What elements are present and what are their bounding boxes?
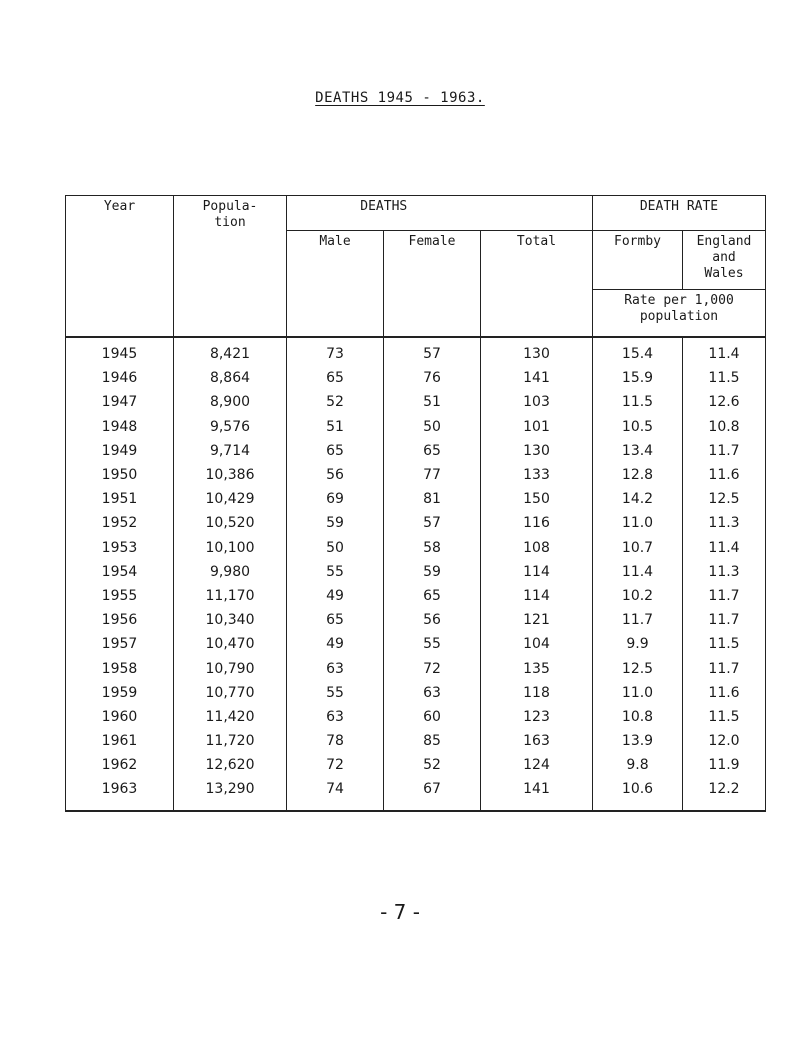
- cell-male: 55: [287, 681, 384, 705]
- cell-year: 1947: [66, 390, 174, 414]
- cell-formby: 15.9: [593, 366, 683, 390]
- table-row: [66, 753, 766, 777]
- cell-female: 56: [384, 608, 481, 632]
- cell-formby: 10.8: [593, 705, 683, 729]
- cell-population: 9,714: [174, 439, 287, 463]
- cell-population: 10,386: [174, 463, 287, 487]
- cell-male: 63: [287, 656, 384, 680]
- table-row: [66, 337, 766, 366]
- page-title-text: DEATHS 1945 - 1963.: [315, 90, 485, 106]
- cell-population: 10,429: [174, 487, 287, 511]
- header-deaths: DEATHS: [287, 196, 481, 231]
- cell-male: 74: [287, 777, 384, 810]
- cell-formby: 11.0: [593, 681, 683, 705]
- header-death-rate: DEATH RATE: [593, 196, 766, 231]
- table-row: [66, 463, 766, 487]
- table-row: [66, 366, 766, 390]
- cell-year: 1961: [66, 729, 174, 753]
- table-row: [66, 584, 766, 608]
- cell-male: 65: [287, 366, 384, 390]
- cell-year: 1951: [66, 487, 174, 511]
- header-female: Female: [384, 231, 481, 338]
- cell-population: 11,420: [174, 705, 287, 729]
- cell-population: 13,290: [174, 777, 287, 810]
- cell-formby: 11.4: [593, 560, 683, 584]
- cell-female: 52: [384, 753, 481, 777]
- table-row: [66, 608, 766, 632]
- cell-formby: 13.9: [593, 729, 683, 753]
- cell-population: 10,470: [174, 632, 287, 656]
- cell-population: 10,520: [174, 511, 287, 535]
- cell-male: 49: [287, 584, 384, 608]
- cell-total: 130: [481, 439, 593, 463]
- cell-england-wales: 11.5: [683, 366, 766, 390]
- cell-female: 65: [384, 584, 481, 608]
- cell-formby: 11.5: [593, 390, 683, 414]
- cell-formby: 10.6: [593, 777, 683, 810]
- cell-female: 58: [384, 536, 481, 560]
- cell-male: 69: [287, 487, 384, 511]
- cell-england-wales: 12.5: [683, 487, 766, 511]
- cell-england-wales: 11.4: [683, 536, 766, 560]
- cell-england-wales: 11.3: [683, 511, 766, 535]
- table-row: [66, 390, 766, 414]
- cell-year: 1953: [66, 536, 174, 560]
- cell-total: 121: [481, 608, 593, 632]
- cell-total: 108: [481, 536, 593, 560]
- cell-formby: 14.2: [593, 487, 683, 511]
- cell-population: 11,720: [174, 729, 287, 753]
- cell-year: 1963: [66, 777, 174, 810]
- table-row: [66, 511, 766, 535]
- cell-england-wales: 11.7: [683, 608, 766, 632]
- page-title: [0, 90, 800, 106]
- cell-year: 1952: [66, 511, 174, 535]
- table-row: [66, 729, 766, 753]
- cell-formby: 10.5: [593, 415, 683, 439]
- cell-year: 1946: [66, 366, 174, 390]
- cell-population: 9,576: [174, 415, 287, 439]
- cell-total: 124: [481, 753, 593, 777]
- cell-female: 60: [384, 705, 481, 729]
- cell-formby: 12.5: [593, 656, 683, 680]
- cell-total: 104: [481, 632, 593, 656]
- cell-female: 85: [384, 729, 481, 753]
- table-row: [66, 777, 766, 810]
- cell-female: 51: [384, 390, 481, 414]
- cell-total: 141: [481, 366, 593, 390]
- cell-female: 57: [384, 337, 481, 366]
- cell-england-wales: 12.2: [683, 777, 766, 810]
- table-header: [66, 196, 766, 338]
- cell-year: 1958: [66, 656, 174, 680]
- table-row: [66, 705, 766, 729]
- cell-year: 1955: [66, 584, 174, 608]
- cell-year: 1959: [66, 681, 174, 705]
- cell-female: 55: [384, 632, 481, 656]
- table-row: [66, 536, 766, 560]
- cell-total: 150: [481, 487, 593, 511]
- cell-total: 133: [481, 463, 593, 487]
- cell-female: 72: [384, 656, 481, 680]
- cell-male: 49: [287, 632, 384, 656]
- cell-england-wales: 11.6: [683, 681, 766, 705]
- cell-year: 1949: [66, 439, 174, 463]
- cell-formby: 10.7: [593, 536, 683, 560]
- cell-year: 1957: [66, 632, 174, 656]
- cell-england-wales: 11.6: [683, 463, 766, 487]
- cell-total: 123: [481, 705, 593, 729]
- cell-population: 10,100: [174, 536, 287, 560]
- cell-total: 118: [481, 681, 593, 705]
- cell-male: 72: [287, 753, 384, 777]
- cell-formby: 9.8: [593, 753, 683, 777]
- page-number: - 7 -: [380, 900, 420, 924]
- cell-male: 56: [287, 463, 384, 487]
- cell-formby: 12.8: [593, 463, 683, 487]
- cell-male: 65: [287, 439, 384, 463]
- cell-england-wales: 11.5: [683, 705, 766, 729]
- table-row: [66, 439, 766, 463]
- cell-female: 65: [384, 439, 481, 463]
- cell-male: 78: [287, 729, 384, 753]
- header-deaths-spacer: [481, 196, 593, 231]
- cell-male: 52: [287, 390, 384, 414]
- cell-total: 114: [481, 584, 593, 608]
- cell-female: 81: [384, 487, 481, 511]
- cell-population: 10,790: [174, 656, 287, 680]
- cell-england-wales: 11.9: [683, 753, 766, 777]
- cell-total: 114: [481, 560, 593, 584]
- cell-total: 141: [481, 777, 593, 810]
- deaths-table: [65, 195, 766, 812]
- cell-year: 1960: [66, 705, 174, 729]
- cell-female: 50: [384, 415, 481, 439]
- cell-female: 59: [384, 560, 481, 584]
- table-row: [66, 487, 766, 511]
- cell-female: 57: [384, 511, 481, 535]
- cell-population: 11,170: [174, 584, 287, 608]
- cell-total: 130: [481, 337, 593, 366]
- cell-total: 163: [481, 729, 593, 753]
- table-row: [66, 681, 766, 705]
- cell-total: 116: [481, 511, 593, 535]
- cell-england-wales: 11.5: [683, 632, 766, 656]
- cell-male: 51: [287, 415, 384, 439]
- cell-population: 10,770: [174, 681, 287, 705]
- cell-year: 1956: [66, 608, 174, 632]
- cell-england-wales: 11.7: [683, 584, 766, 608]
- table-row: [66, 632, 766, 656]
- cell-female: 67: [384, 777, 481, 810]
- table-row: [66, 415, 766, 439]
- header-male: Male: [287, 231, 384, 338]
- cell-formby: 9.9: [593, 632, 683, 656]
- cell-female: 76: [384, 366, 481, 390]
- header-england-wales: England and Wales: [683, 231, 766, 290]
- cell-male: 55: [287, 560, 384, 584]
- cell-population: 8,421: [174, 337, 287, 366]
- cell-female: 63: [384, 681, 481, 705]
- cell-year: 1948: [66, 415, 174, 439]
- header-year: Year: [66, 196, 174, 338]
- cell-formby: 11.0: [593, 511, 683, 535]
- cell-england-wales: 11.4: [683, 337, 766, 366]
- cell-population: 10,340: [174, 608, 287, 632]
- cell-england-wales: 12.0: [683, 729, 766, 753]
- header-formby: Formby: [593, 231, 683, 290]
- cell-population: 12,620: [174, 753, 287, 777]
- cell-england-wales: 11.7: [683, 439, 766, 463]
- table-row: [66, 560, 766, 584]
- cell-year: 1962: [66, 753, 174, 777]
- cell-male: 50: [287, 536, 384, 560]
- cell-total: 101: [481, 415, 593, 439]
- cell-male: 65: [287, 608, 384, 632]
- header-rate-per-1000: Rate per 1,000 population: [593, 290, 766, 338]
- cell-year: 1945: [66, 337, 174, 366]
- cell-formby: 10.2: [593, 584, 683, 608]
- header-total: Total: [481, 231, 593, 338]
- cell-formby: 11.7: [593, 608, 683, 632]
- cell-england-wales: 10.8: [683, 415, 766, 439]
- cell-england-wales: 12.6: [683, 390, 766, 414]
- cell-year: 1950: [66, 463, 174, 487]
- cell-male: 73: [287, 337, 384, 366]
- cell-population: 9,980: [174, 560, 287, 584]
- cell-england-wales: 11.3: [683, 560, 766, 584]
- cell-population: 8,864: [174, 366, 287, 390]
- table-body: [66, 337, 766, 811]
- cell-female: 77: [384, 463, 481, 487]
- cell-population: 8,900: [174, 390, 287, 414]
- cell-england-wales: 11.7: [683, 656, 766, 680]
- table-row: [66, 656, 766, 680]
- header-population: Popula- tion: [174, 196, 287, 338]
- cell-total: 103: [481, 390, 593, 414]
- cell-year: 1954: [66, 560, 174, 584]
- cell-formby: 13.4: [593, 439, 683, 463]
- cell-male: 59: [287, 511, 384, 535]
- cell-total: 135: [481, 656, 593, 680]
- cell-male: 63: [287, 705, 384, 729]
- cell-formby: 15.4: [593, 337, 683, 366]
